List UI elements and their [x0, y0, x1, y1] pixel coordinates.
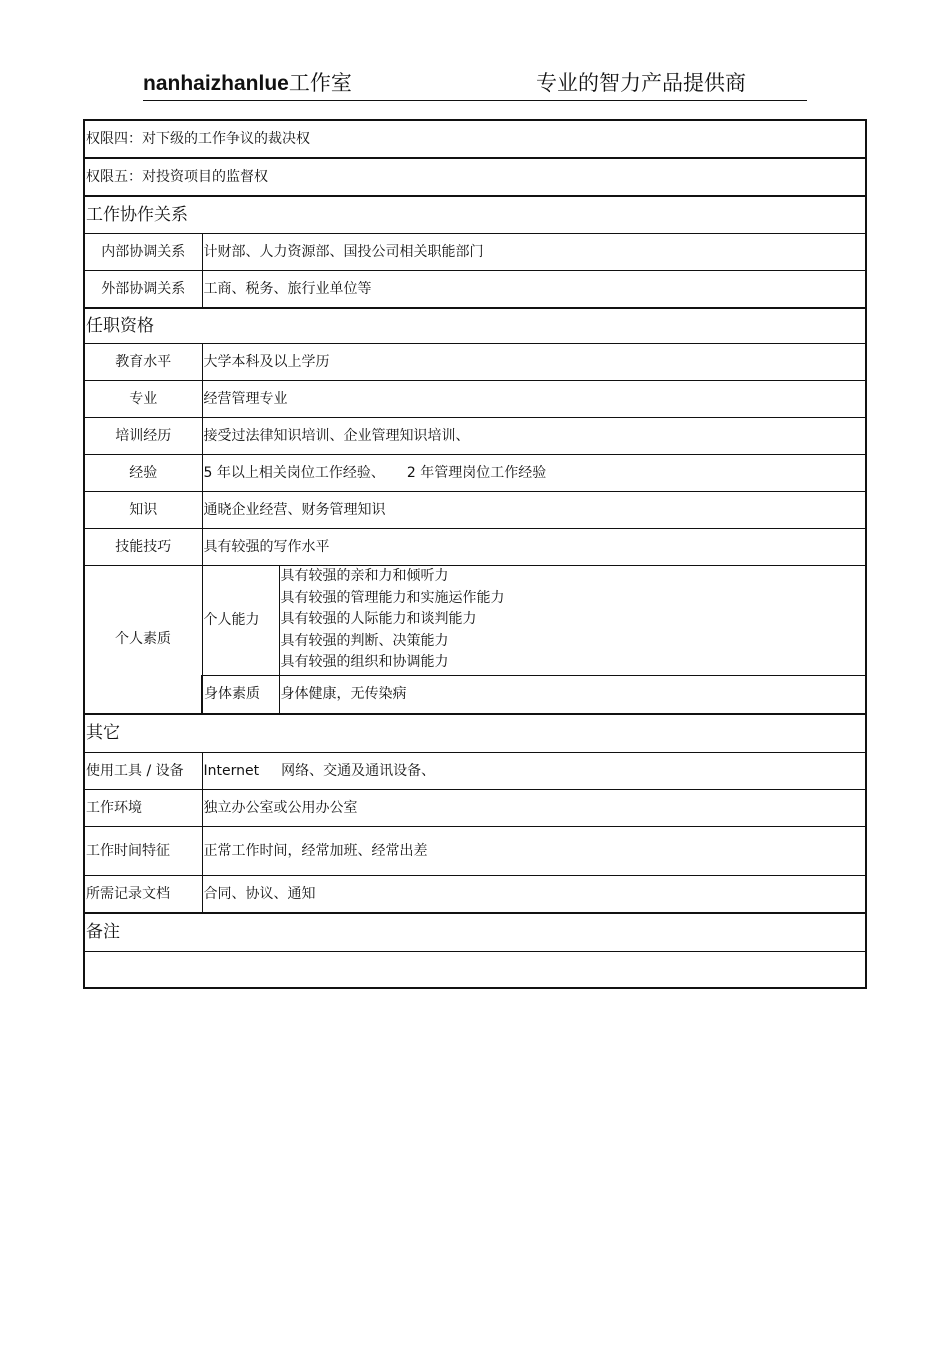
environment-value: 独立办公室或公用办公室 [202, 789, 866, 826]
personal-ability-row [84, 565, 866, 675]
authority-row-4 [84, 120, 866, 158]
remarks-content [84, 951, 866, 988]
ability-item: 具有较强的判断、决策能力 [280, 632, 449, 649]
training-value: 接受过法律知识培训、企业管理知识培训、 [202, 417, 866, 454]
remarks-section-title: 备注 [84, 913, 866, 951]
work-time-value: 正常工作时间，经常加班、经常出差 [202, 826, 866, 875]
page-header-slogan: 专业的智力产品提供商 [536, 71, 746, 95]
qualifications-section-row [84, 308, 866, 343]
ability-item: 具有较强的组织和协调能力 [280, 654, 449, 671]
personal-ability-label: 个人能力 [202, 565, 279, 675]
education-row [84, 343, 866, 380]
external-coordination-label: 外部协调关系 [84, 270, 202, 308]
education-label: 教育水平 [84, 343, 202, 380]
experience-row [84, 454, 866, 491]
skills-value: 具有较强的写作水平 [202, 528, 866, 565]
training-label: 培训经历 [84, 417, 202, 454]
major-value: 经营管理专业 [202, 380, 866, 417]
work-time-label: 工作时间特征 [84, 826, 202, 875]
authority-item-4: 权限四：对下级的工作争议的裁决权 [84, 120, 866, 158]
documents-value: 合同、协议、通知 [202, 875, 866, 913]
ability-item: 具有较强的亲和力和倾听力 [280, 568, 449, 585]
tools-internet: Internet [203, 762, 260, 779]
physical-quality-value: 身体健康，无传染病 [279, 675, 866, 714]
skills-row [84, 528, 866, 565]
training-row [84, 417, 866, 454]
brand-name: nanhaizhanlue [143, 72, 289, 95]
tools-value [202, 752, 866, 789]
tools-label: 使用工具 / 设备 [84, 752, 202, 789]
knowledge-label: 知识 [84, 491, 202, 528]
other-section-row [84, 714, 866, 752]
work-time-row [84, 826, 866, 875]
cooperation-section-title: 工作协作关系 [84, 196, 866, 233]
physical-quality-row [84, 675, 866, 714]
documents-row [84, 875, 866, 913]
skills-label: 技能技巧 [84, 528, 202, 565]
knowledge-row [84, 491, 866, 528]
page-header-left [143, 68, 352, 99]
experience-label: 经验 [84, 454, 202, 491]
internal-coordination-value: 计财部、人力资源部、国投公司相关职能部门 [202, 233, 866, 270]
qualifications-section-title: 任职资格 [84, 308, 866, 343]
internal-coordination-label: 内部协调关系 [84, 233, 202, 270]
ability-item: 具有较强的人际能力和谈判能力 [280, 611, 477, 628]
tools-equipment: 网络、交通及通讯设备、 [281, 762, 436, 779]
internal-coordination-row [84, 233, 866, 270]
external-coordination-row [84, 270, 866, 308]
remarks-section-row [84, 913, 866, 951]
education-value: 大学本科及以上学历 [202, 343, 866, 380]
documents-label: 所需记录文档 [84, 875, 202, 913]
physical-quality-label: 身体素质 [202, 675, 279, 714]
knowledge-value: 通晓企业经营、财务管理知识 [202, 491, 866, 528]
experience-management: 2 年管理岗位工作经验 [406, 464, 547, 481]
remarks-content-row [84, 951, 866, 988]
environment-row [84, 789, 866, 826]
external-coordination-value: 工商、税务、旅行业单位等 [202, 270, 866, 308]
tools-row [84, 752, 866, 789]
studio-label: 工作室 [288, 71, 352, 95]
experience-value [202, 454, 866, 491]
major-label: 专业 [84, 380, 202, 417]
personal-ability-list [279, 565, 866, 675]
ability-item: 具有较强的管理能力和实施运作能力 [280, 589, 505, 606]
header-divider [143, 100, 807, 101]
authority-item-5: 权限五：对投资项目的监督权 [84, 158, 866, 196]
other-section-title: 其它 [84, 714, 866, 752]
experience-years: 5 年以上相关岗位工作经验、 [203, 464, 385, 481]
job-description-table [83, 119, 867, 989]
environment-label: 工作环境 [84, 789, 202, 826]
personal-quality-label: 个人素质 [84, 565, 202, 714]
major-row [84, 380, 866, 417]
authority-row-5 [84, 158, 866, 196]
cooperation-section-row [84, 196, 866, 233]
